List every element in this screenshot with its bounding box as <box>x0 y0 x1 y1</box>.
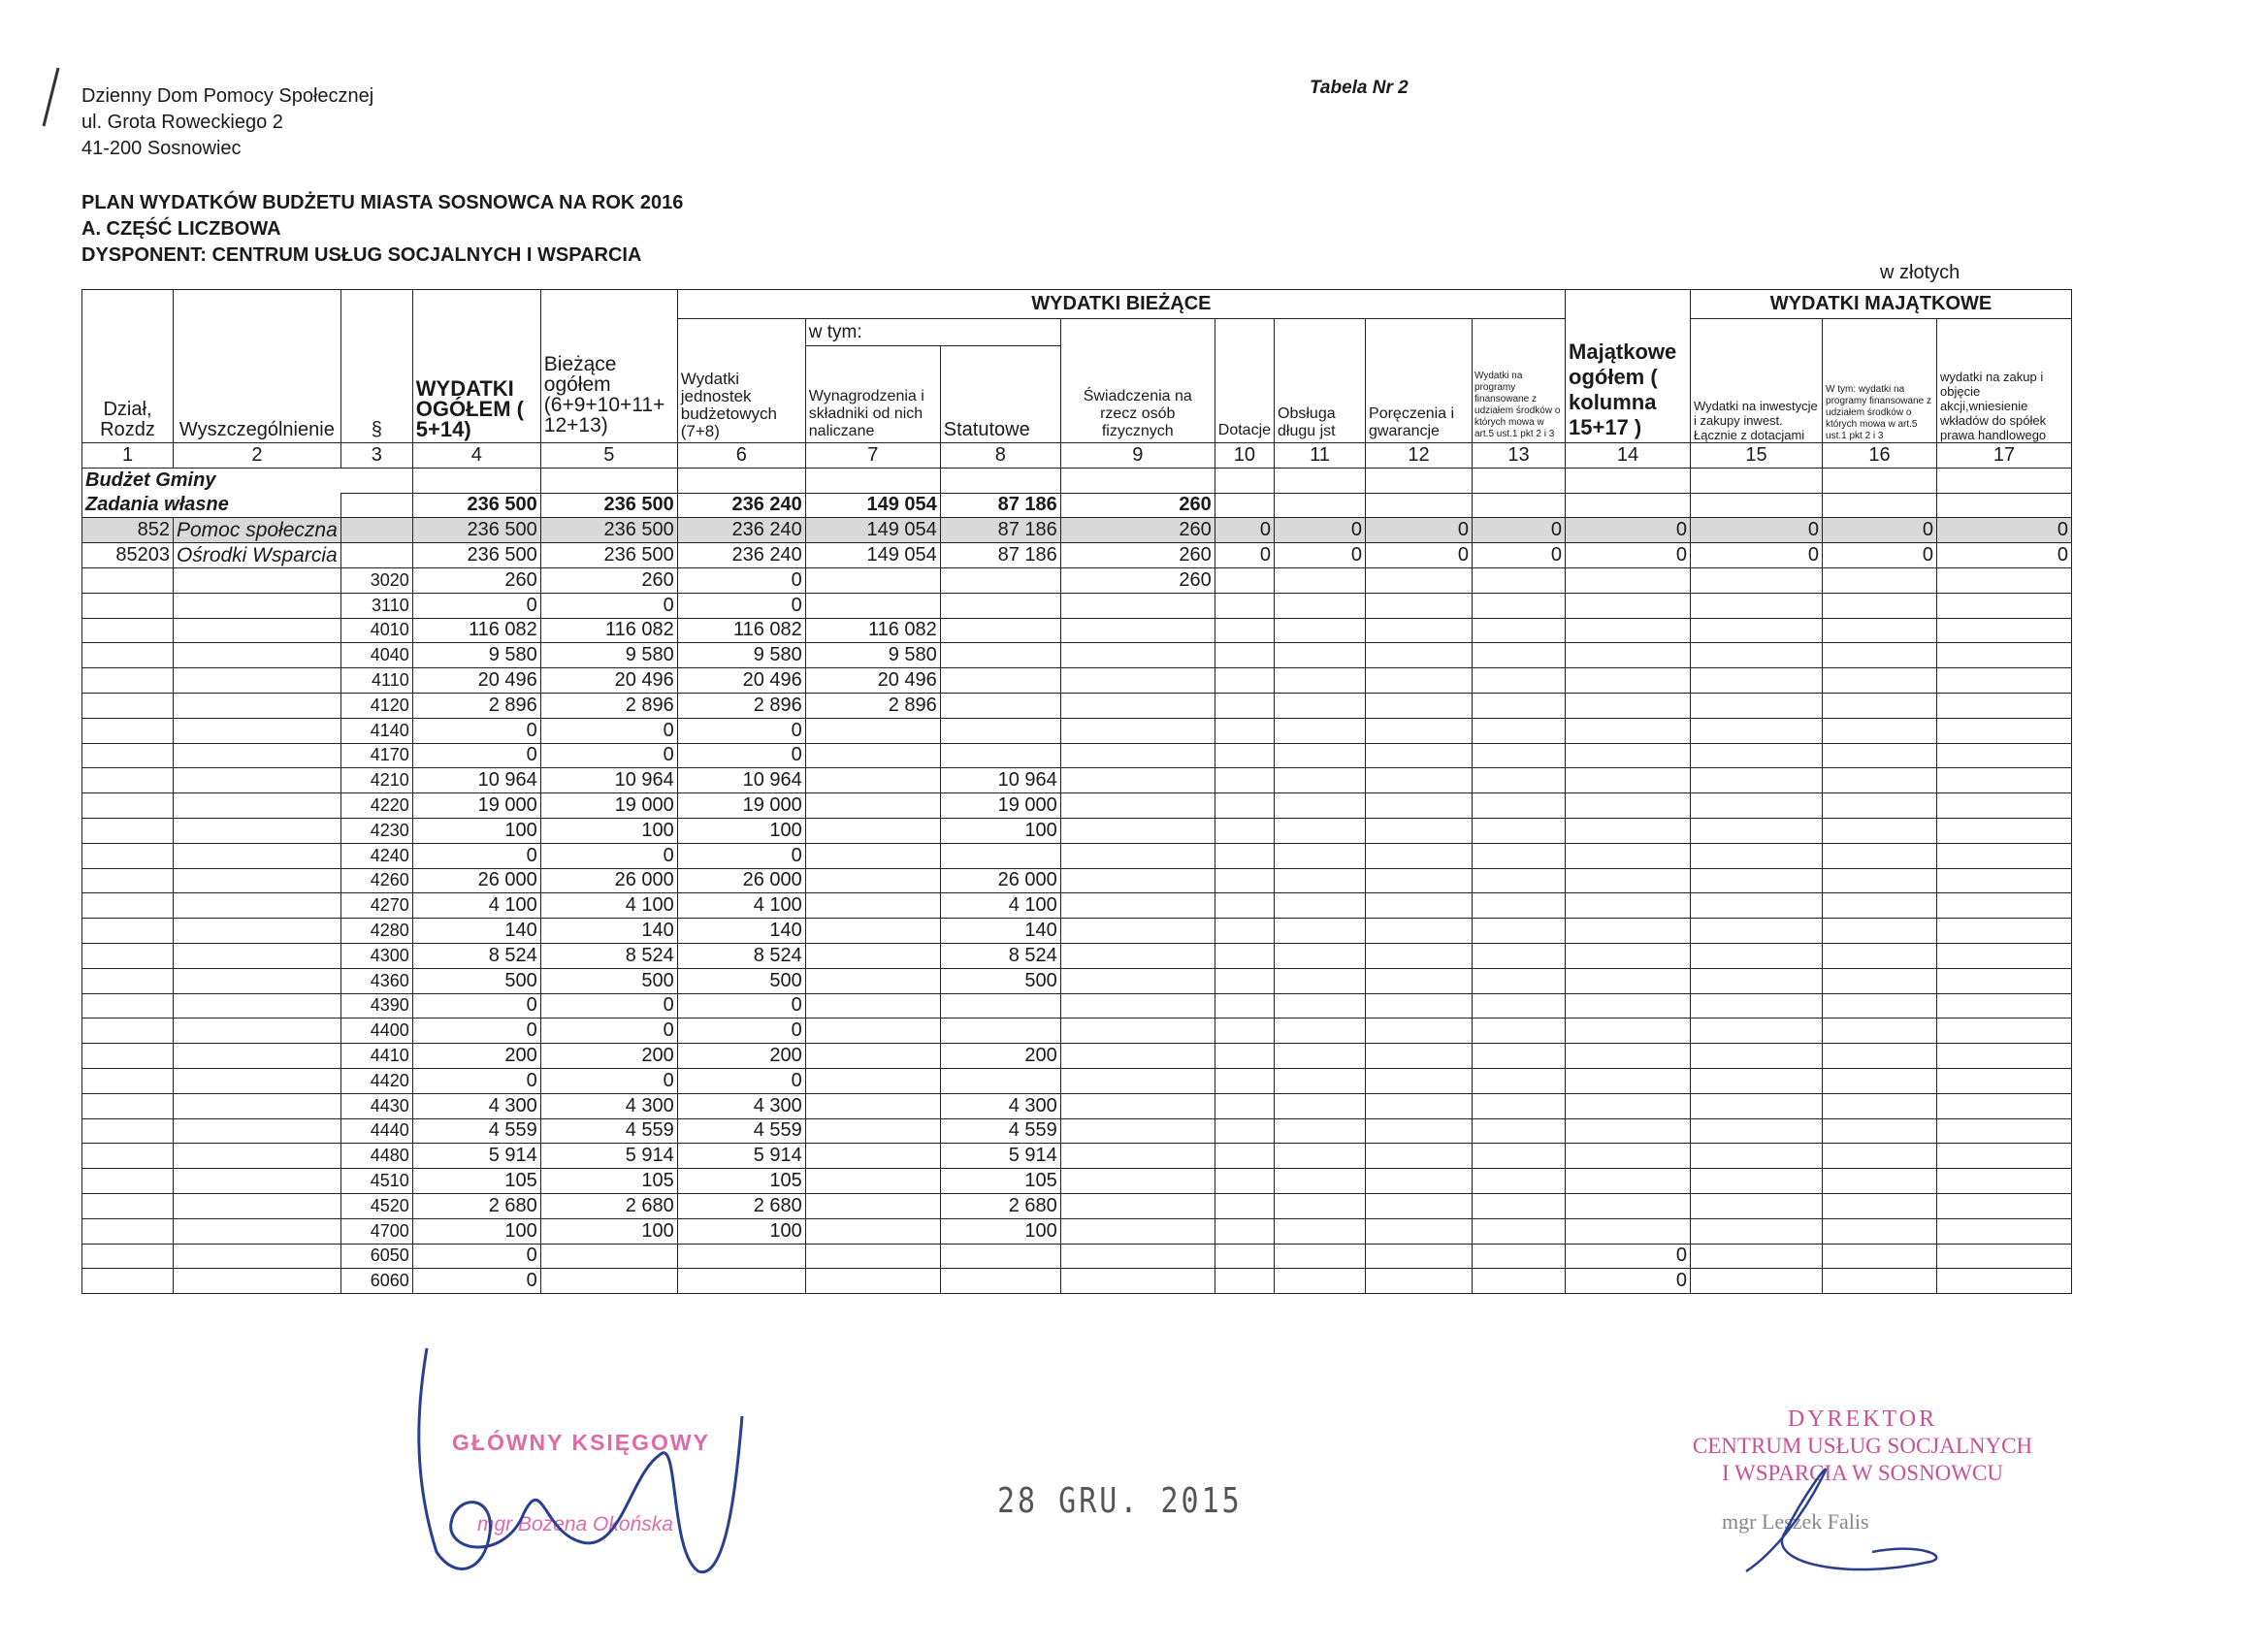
column-number-1: 1 <box>82 443 174 469</box>
org-name: Dzienny Dom Pomocy Społecznej <box>81 85 374 107</box>
cell-c5: 0 <box>540 843 677 868</box>
col-header-c14-text: Majątkowe ogółem ( kolumna 15+17 ) <box>1569 339 1677 439</box>
cell-c4: 140 <box>412 919 540 944</box>
cell-c9: 260 <box>1060 567 1215 593</box>
paragraph-code: 4410 <box>340 1044 412 1069</box>
budzet-gminy-label: Budżet Gminy <box>82 468 413 493</box>
col-header-c5-text: Bieżące ogółem (6+9+10+11+ 12+13) <box>543 352 665 436</box>
dzial-code: 852 <box>82 518 174 543</box>
cell-c5: 5 914 <box>540 1144 677 1169</box>
zadania-wlasne-label: Zadania własne <box>82 493 341 518</box>
cell-c8: 140 <box>940 919 1060 944</box>
document-title: PLAN WYDATKÓW BUDŻETU MIASTA SOSNOWCA NA ROK 2016 <box>81 192 684 213</box>
rozdz-row-value-c8: 87 186 <box>940 543 1060 568</box>
cell-c5: 9 580 <box>540 643 677 668</box>
col-header-c17-text: wydatki na zakup i objęcie akcji,wniesienie wkładów do spółek prawa handlowego <box>1940 370 2047 442</box>
paragraph-code: 4040 <box>340 643 412 668</box>
cell-c4: 20 496 <box>412 668 540 694</box>
director-title: DYREKTOR <box>1787 1406 1938 1432</box>
cell-c5: 100 <box>540 1218 677 1244</box>
column-number-5: 5 <box>540 443 677 469</box>
cell-c6: 4 100 <box>677 893 805 919</box>
cell-c4: 10 964 <box>412 768 540 793</box>
column-number-17: 17 <box>1937 443 2072 469</box>
cell-c4: 2 680 <box>412 1193 540 1218</box>
cell-c6: 116 082 <box>677 618 805 643</box>
cell-c6: 19 000 <box>677 793 805 819</box>
cell-c4: 0 <box>412 1244 540 1269</box>
cell-c5: 4 100 <box>540 893 677 919</box>
cell-c4: 0 <box>412 743 540 768</box>
paragraph-code: 4220 <box>340 793 412 819</box>
cell-c6: 0 <box>677 993 805 1018</box>
dzial-row-value-c14: 0 <box>1566 518 1691 543</box>
rozdz-row-value-c10: 0 <box>1215 543 1274 568</box>
dzial-row-value-c4: 236 500 <box>412 518 540 543</box>
cell-c4: 4 100 <box>412 893 540 919</box>
cell-c4: 105 <box>412 1169 540 1194</box>
cell-c6: 20 496 <box>677 668 805 694</box>
cell-c5: 0 <box>540 593 677 618</box>
cell-c5: 2 896 <box>540 693 677 718</box>
paragraph-code: 4230 <box>340 818 412 843</box>
rozdz-row-value-c16: 0 <box>1823 543 1937 568</box>
cell-c5: 500 <box>540 968 677 993</box>
sub-header-w-tym: w tym: <box>805 319 1060 346</box>
dzial-row-value-c5: 236 500 <box>540 518 677 543</box>
zadania-row-value-c4: 236 500 <box>412 493 540 518</box>
col-header-c7-text: Wynagrodzenia i składniki od nich naliczane <box>808 388 924 439</box>
paragraph-code: 3110 <box>340 593 412 618</box>
column-number-11: 11 <box>1275 443 1366 469</box>
cell-c7: 20 496 <box>805 668 940 694</box>
paragraph-code: 4280 <box>340 919 412 944</box>
cell-c6: 4 559 <box>677 1118 805 1144</box>
paragraph-code: 4420 <box>340 1068 412 1093</box>
cell-c8: 500 <box>940 968 1060 993</box>
cell-c8: 5 914 <box>940 1144 1060 1169</box>
dzial-row-value-c7: 149 054 <box>805 518 940 543</box>
paragraph-code: 4270 <box>340 893 412 919</box>
rozdz-row-value-c15: 0 <box>1691 543 1823 568</box>
cell-c5: 2 680 <box>540 1193 677 1218</box>
column-number-2: 2 <box>174 443 341 469</box>
dzial-row-value-c8: 87 186 <box>940 518 1060 543</box>
cell-c6: 100 <box>677 1218 805 1244</box>
cell-c6: 0 <box>677 843 805 868</box>
dzial-row-value-c16: 0 <box>1823 518 1937 543</box>
dzial-row-value-c10: 0 <box>1215 518 1274 543</box>
cell-c6: 0 <box>677 593 805 618</box>
col-header-c9-text: Świadczenia na rzecz osób fizycznych <box>1083 388 1192 439</box>
rozdz-row-value-c11: 0 <box>1275 543 1366 568</box>
date-stamp: 28 GRU. 2015 <box>997 1480 1243 1522</box>
column-number-13: 13 <box>1473 443 1566 469</box>
cell-c5: 20 496 <box>540 668 677 694</box>
cell-c6: 200 <box>677 1044 805 1069</box>
cell-c4: 0 <box>412 718 540 743</box>
zadania-row-value-c5: 236 500 <box>540 493 677 518</box>
paragraph-code: 6050 <box>340 1244 412 1269</box>
cell-c8: 4 559 <box>940 1118 1060 1144</box>
document-disponent: DYSPONENT: CENTRUM USŁUG SOCJALNYCH I WSPARCIA <box>81 244 642 266</box>
rozdz-row-value-c13: 0 <box>1473 543 1566 568</box>
column-number-6: 6 <box>677 443 805 469</box>
zadania-row-value-c7: 149 054 <box>805 493 940 518</box>
column-number-8: 8 <box>940 443 1060 469</box>
paragraph-code: 3020 <box>340 567 412 593</box>
rozdzial-name: Ośrodki Wsparcia <box>174 543 341 568</box>
zadania-row-value-c9: 260 <box>1060 493 1215 518</box>
cell-c4: 100 <box>412 818 540 843</box>
cell-c8: 100 <box>940 818 1060 843</box>
cell-c4: 5 914 <box>412 1144 540 1169</box>
paragraph-code: 4120 <box>340 693 412 718</box>
paragraph-code: 4110 <box>340 668 412 694</box>
paragraph-code: 4360 <box>340 968 412 993</box>
dzial-row-value-c13: 0 <box>1473 518 1566 543</box>
cell-c5: 4 300 <box>540 1093 677 1118</box>
cell-c5: 0 <box>540 718 677 743</box>
cell-c5: 100 <box>540 818 677 843</box>
cell-c6: 0 <box>677 1068 805 1093</box>
cell-c4: 0 <box>412 1018 540 1044</box>
col-header-c10-text: Dotacje <box>1217 422 1272 438</box>
cell-c4: 26 000 <box>412 868 540 893</box>
cell-c4: 500 <box>412 968 540 993</box>
cell-c4: 116 082 <box>412 618 540 643</box>
column-number-10: 10 <box>1215 443 1274 469</box>
cell-c6: 0 <box>677 1018 805 1044</box>
cell-c5: 4 559 <box>540 1118 677 1144</box>
cell-c4: 9 580 <box>412 643 540 668</box>
rozdz-row-value-c5: 236 500 <box>540 543 677 568</box>
cell-c7: 116 082 <box>805 618 940 643</box>
rozdzial-code: 85203 <box>82 543 174 568</box>
dzial-row-value-c9: 260 <box>1060 518 1215 543</box>
director-org-line2: I WSPARCIA W SOSNOWCU <box>1722 1461 2003 1485</box>
paragraph-code: 4700 <box>340 1218 412 1244</box>
paragraph-code: 4440 <box>340 1118 412 1144</box>
cell-c4: 8 524 <box>412 943 540 968</box>
cell-c4: 0 <box>412 1068 540 1093</box>
column-number-9: 9 <box>1060 443 1215 469</box>
cell-c14: 0 <box>1566 1269 1691 1294</box>
paragraph-code: 4260 <box>340 868 412 893</box>
cell-c6: 26 000 <box>677 868 805 893</box>
paragraph-code: 4480 <box>340 1144 412 1169</box>
cell-c5: 0 <box>540 743 677 768</box>
cell-c6: 9 580 <box>677 643 805 668</box>
group-header-majatkowe: WYDATKI MAJĄTKOWE <box>1691 290 2072 319</box>
corner-mark <box>44 68 58 126</box>
cell-c6: 0 <box>677 743 805 768</box>
col-header-dzial: Dział, Rozdz <box>82 290 174 443</box>
cell-c8: 105 <box>940 1169 1060 1194</box>
cell-c8: 2 680 <box>940 1193 1060 1218</box>
dzial-name: Pomoc społeczna <box>174 518 341 543</box>
cell-c4: 200 <box>412 1044 540 1069</box>
col-header-paragraf: § <box>340 290 412 443</box>
dzial-row-value-c11: 0 <box>1275 518 1366 543</box>
paragraph-code: 4300 <box>340 943 412 968</box>
dzial-row-value-c12: 0 <box>1366 518 1473 543</box>
cell-c4: 4 300 <box>412 1093 540 1118</box>
rozdz-row-value-c4: 236 500 <box>412 543 540 568</box>
cell-c4: 0 <box>412 843 540 868</box>
zadania-row-value-c8: 87 186 <box>940 493 1060 518</box>
cell-c6: 2 680 <box>677 1193 805 1218</box>
cell-c8: 4 300 <box>940 1093 1060 1118</box>
dzial-row-value-c6: 236 240 <box>677 518 805 543</box>
column-number-15: 15 <box>1691 443 1823 469</box>
col-header-c15-text: Wydatki na inwestycje i zakupy inwest. Łącznie z dotacjami <box>1694 399 1818 442</box>
col-header-c4-text: WYDATKI OGÓŁEM ( 5+14) <box>415 376 524 441</box>
cell-c5: 116 082 <box>540 618 677 643</box>
col-header-c8-text: Statutowe <box>943 419 1030 440</box>
cell-c5: 200 <box>540 1044 677 1069</box>
paragraph-code: 4390 <box>340 993 412 1018</box>
cell-c6: 140 <box>677 919 805 944</box>
cell-c4: 100 <box>412 1218 540 1244</box>
cell-c4: 19 000 <box>412 793 540 819</box>
paragraph-code: 4510 <box>340 1169 412 1194</box>
rozdz-row-value-c6: 236 240 <box>677 543 805 568</box>
paragraph-code: 4140 <box>340 718 412 743</box>
cell-c5: 0 <box>540 1018 677 1044</box>
cell-c5: 140 <box>540 919 677 944</box>
dzial-row-value-c17: 0 <box>1937 518 2072 543</box>
director-org-line1: CENTRUM USŁUG SOCJALNYCH <box>1692 1434 2033 1458</box>
rozdz-row-value-c9: 260 <box>1060 543 1215 568</box>
paragraph-code: 4240 <box>340 843 412 868</box>
paragraph-code: 4010 <box>340 618 412 643</box>
cell-c6: 0 <box>677 567 805 593</box>
cell-c5: 260 <box>540 567 677 593</box>
rozdz-row-value-c12: 0 <box>1366 543 1473 568</box>
column-number-16: 16 <box>1823 443 1937 469</box>
paragraph-code: 4170 <box>340 743 412 768</box>
column-number-14: 14 <box>1566 443 1691 469</box>
zadania-row-value-c6: 236 240 <box>677 493 805 518</box>
cell-c5: 105 <box>540 1169 677 1194</box>
cell-c4: 0 <box>412 1269 540 1294</box>
cell-c8: 8 524 <box>940 943 1060 968</box>
cell-c6: 500 <box>677 968 805 993</box>
cell-c6: 5 914 <box>677 1144 805 1169</box>
cell-c5: 0 <box>540 993 677 1018</box>
rozdz-row-value-c14: 0 <box>1566 543 1691 568</box>
cell-c8: 26 000 <box>940 868 1060 893</box>
column-number-7: 7 <box>805 443 940 469</box>
col-header-c16-text: W tym: wydatki na programy finansowane z udziałem środków o których mowa w art.5 ust.1 pkt 2 i 3 <box>1826 384 1931 441</box>
rozdz-row-value-c17: 0 <box>1937 543 2072 568</box>
cell-c6: 4 300 <box>677 1093 805 1118</box>
director-signature <box>1746 1470 1936 1571</box>
cell-c6: 100 <box>677 818 805 843</box>
cell-c8: 19 000 <box>940 793 1060 819</box>
paragraph-code: 4430 <box>340 1093 412 1118</box>
cell-c4: 4 559 <box>412 1118 540 1144</box>
cell-c5: 19 000 <box>540 793 677 819</box>
cell-c8: 10 964 <box>940 768 1060 793</box>
org-street: ul. Grota Roweckiego 2 <box>81 112 283 133</box>
chief-accountant-name: mgr Bożena Okońska <box>477 1513 673 1536</box>
cell-c5: 0 <box>540 1068 677 1093</box>
column-number-3: 3 <box>340 443 412 469</box>
cell-c5: 26 000 <box>540 868 677 893</box>
director-name: mgr Leszek Falis <box>1722 1509 1869 1534</box>
cell-c4: 260 <box>412 567 540 593</box>
paragraph-code: 4400 <box>340 1018 412 1044</box>
cell-c6: 10 964 <box>677 768 805 793</box>
paragraph-code: 6060 <box>340 1269 412 1294</box>
paragraph-code: 4520 <box>340 1193 412 1218</box>
dzial-row-value-c15: 0 <box>1691 518 1823 543</box>
cell-c8: 100 <box>940 1218 1060 1244</box>
cell-c5: 10 964 <box>540 768 677 793</box>
cell-c7: 9 580 <box>805 643 940 668</box>
document-subtitle: A. CZĘŚĆ LICZBOWA <box>81 218 281 240</box>
accountant-signature <box>419 1348 742 1572</box>
cell-c4: 2 896 <box>412 693 540 718</box>
cell-c6: 8 524 <box>677 943 805 968</box>
cell-c6: 2 896 <box>677 693 805 718</box>
cell-c6: 105 <box>677 1169 805 1194</box>
cell-c8: 200 <box>940 1044 1060 1069</box>
table-number: Tabela Nr 2 <box>1310 78 1409 98</box>
cell-c4: 0 <box>412 993 540 1018</box>
chief-accountant-stamp: GŁÓWNY KSIĘGOWY <box>452 1430 710 1455</box>
cell-c5: 8 524 <box>540 943 677 968</box>
paragraph-code: 4210 <box>340 768 412 793</box>
cell-c6: 0 <box>677 718 805 743</box>
rozdz-row-value-c7: 149 054 <box>805 543 940 568</box>
unit-label: w złotych <box>1880 262 1960 283</box>
col-header-c13-text: Wydatki na programy finansowane z udziałem środków o których mowa w art.5 ust.1 pkt 2 i 3 <box>1474 371 1561 439</box>
col-header-c11-text: Obsługa długu jst <box>1278 405 1336 439</box>
cell-c4: 0 <box>412 593 540 618</box>
cell-c7: 2 896 <box>805 693 940 718</box>
column-number-4: 4 <box>412 443 540 469</box>
group-header-biezace: WYDATKI BIEŻĄCE <box>677 290 1565 319</box>
column-number-12: 12 <box>1366 443 1473 469</box>
cell-c8: 4 100 <box>940 893 1060 919</box>
col-header-c6-text: Wydatki jednostek budżetowych (7+8) <box>680 370 777 440</box>
org-city: 41-200 Sosnowiec <box>81 138 242 159</box>
col-header-c12-text: Poręczenia i gwarancje <box>1369 405 1455 439</box>
cell-c14: 0 <box>1566 1244 1691 1269</box>
col-header-wyszczegolnienie: Wyszczególnienie <box>174 290 341 443</box>
